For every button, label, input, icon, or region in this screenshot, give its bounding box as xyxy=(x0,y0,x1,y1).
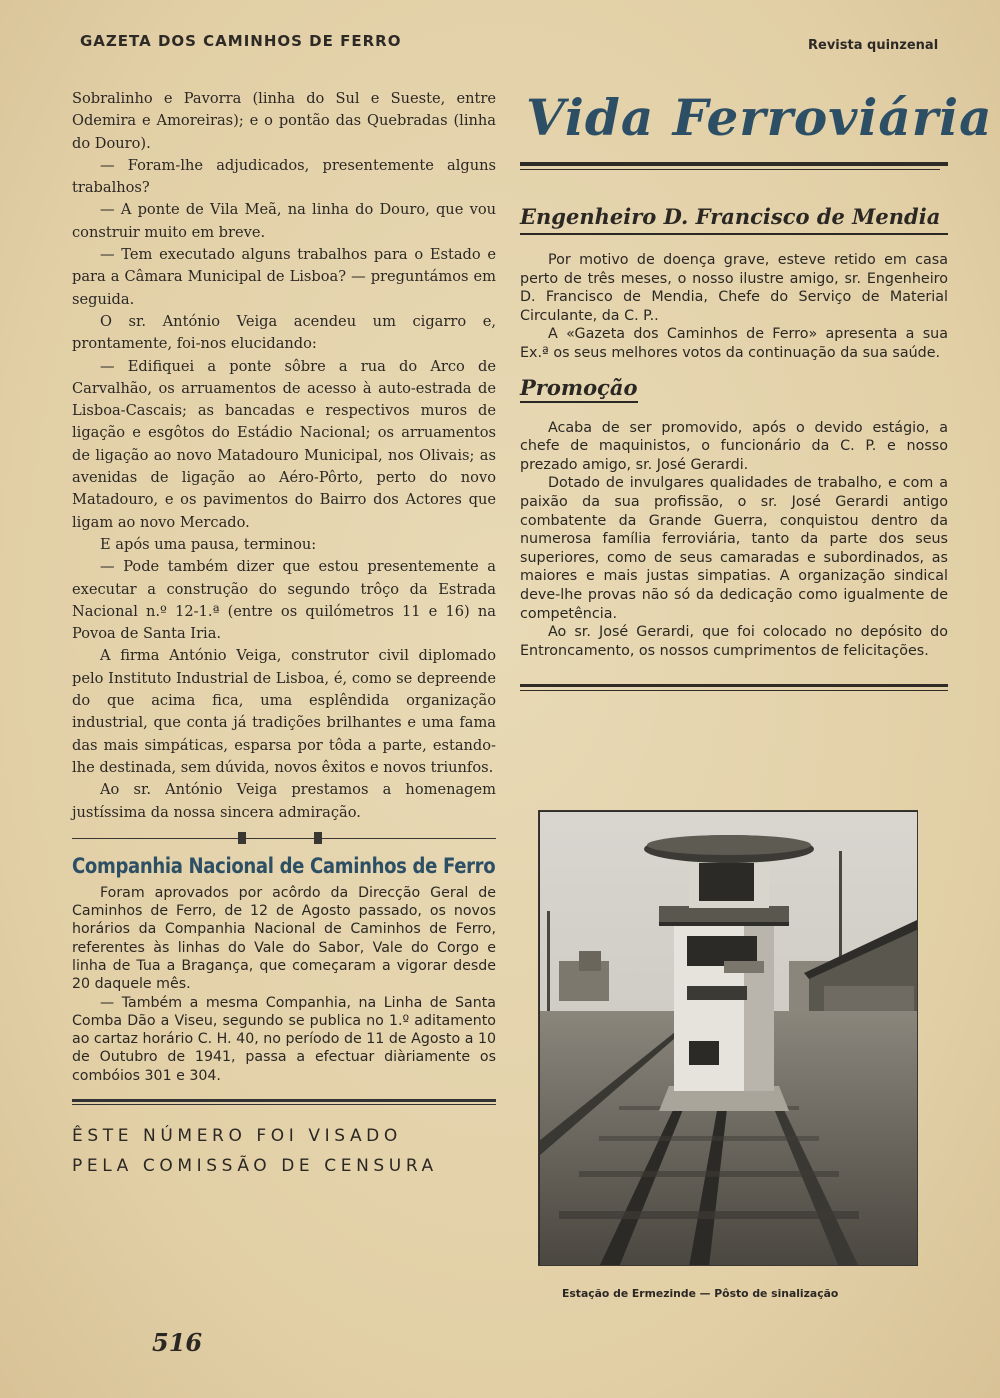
companhia-heading: Companhia Nacional de Caminhos de Ferro xyxy=(72,853,496,878)
companhia-paragraph: Foram aprovados por acôrdo da Direcção Geral de Caminhos de Ferro, de 12 de Agosto passado, os novos horários da Companhia Nacional de Caminhos de Ferro, referentes às linhas do Vale do Sabor, Vale do Corgo e linha de Tua a Bragança, que começaram a vigorar desde 20 daquele mês. xyxy=(72,884,496,993)
promocao-paragraph: Ao sr. José Gerardi, que foi colocado no depósito do Entroncamento, os nossos cumprimentos de felicitações. xyxy=(520,624,948,659)
mendia-article xyxy=(520,251,948,363)
article-paragraph: A firma António Veiga, construtor civil diplomado pelo Instituto Industrial de Lisboa, é, como se depreende do que acima fica, uma esplêndida organização industrial, que conta já tradições brilhantes e uma fama das mais simpáticas, esparsa por tôda a parte, estando-lhe destinada, sem dúvida, novos êxitos e novos triunfos. xyxy=(72,647,496,776)
right-column xyxy=(520,88,993,691)
article-paragraph: — Pode também dizer que estou presentemente a executar a construção do segundo trôço da Estrada Nacional n.º 12-1.ª (entre os quilómetros 11 e 16) na Povoa de Santa Iria. xyxy=(72,558,496,643)
article-paragraph: — A ponte de Vila Meã, na linha do Douro, que vou construir muito em breve. xyxy=(72,201,496,241)
article-paragraph: — Edifiquei a ponte sôbre a rua do Arco de Carvalhão, os arruamentos de acesso à auto-estrada de Lisboa-Cascais; as bancadas e respectivos muros de ligação e esgôtos do Estádio Nacional; os arruamentos de ligação ao novo Matadouro Municipal, nos Olivais; as avenidas de ligação ao Aéro-Pôrto, perto do novo Matadouro, e os pavimentos do Bairro dos Actores que ligam ao novo Mercado. xyxy=(72,357,496,531)
section-title-rule xyxy=(520,162,948,170)
mendia-paragraph: A «Gazeta dos Caminhos de Ferro» apresenta a sua Ex.ª os seus melhores votos da continuação da sua saúde. xyxy=(520,326,948,361)
promocao-heading: Promoção xyxy=(520,375,638,403)
companhia-paragraph: — Também a mesma Companhia, na Linha de Santa Comba Dão a Viseu, segundo se publica no 1.º aditamento ao cartaz horário C. H. 40, no período de 11 de Agosto a 10 de Outubro de 1941, passa a efectuar diàriamente os combóios 301 e 304. xyxy=(72,994,496,1084)
signal-tower-illustration xyxy=(539,811,918,1266)
article-paragraph: E após uma pausa, terminou: xyxy=(100,535,317,553)
censorship-line: ÊSTE NÚMERO FOI VISADO xyxy=(72,1126,402,1147)
article-paragraph: Sobralinho e Pavorra (linha do Sul e Sueste, entre Odemira e Amoreiras); e o pontão das Quebradas (linha do Douro). xyxy=(72,90,496,152)
article-paragraph: — Foram-lhe adjudicados, presentemente alguns trabalhos? xyxy=(72,156,496,197)
running-header-subtitle: Revista quinzenal xyxy=(808,38,939,53)
photo-caption: Estação de Ermezinde — Pôsto de sinalização xyxy=(562,1287,839,1300)
promocao-paragraph: Acaba de ser promovido, após o devido estágio, a chefe de maquinistos, o funcionário da C. P. e nosso prezado amigo, sr. José Gerardi. xyxy=(520,419,948,473)
running-header-title: GAZETA DOS CAMINHOS DE FERRO xyxy=(80,32,402,50)
censorship-line: PELA COMISSÃO DE CENSURA xyxy=(72,1156,438,1177)
photo-rule xyxy=(520,684,948,691)
left-column xyxy=(72,88,496,1181)
section-title: Vida Ferroviária xyxy=(526,88,993,147)
divider-ornament xyxy=(314,832,322,844)
article-paragraph: O sr. António Veiga acendeu um cigarro e, prontamente, foi-nos elucidando: xyxy=(72,312,496,353)
article-paragraph: — Tem executado alguns trabalhos para o Estado e para a Câmara Municipal de Lisboa? — preguntámos em seguida. xyxy=(72,246,496,308)
companhia-article xyxy=(72,884,496,1085)
mendia-paragraph: Por motivo de doença grave, esteve retido em casa perto de três meses, o nosso ilustre amigo, sr. Engenheiro D. Francisco de Mendia, Chefe do Serviço de Material Circulante, da C. P.. xyxy=(520,252,948,324)
article-paragraph: Ao sr. António Veiga prestamos a homenagem justíssima da nossa sincera admiração. xyxy=(72,781,496,821)
divider-line xyxy=(72,838,496,839)
promocao-paragraph: Dotado de invulgares qualidades de trabalho, e com a paixão da sua profissão, o sr. José Gerardi antigo combatente da Grande Guerra, conquistou dentro da numerosa família ferroviária, tanto da parte dos seus superiores, como de seus camaradas e subordinados, as maiores e mais justas simpatias. A organização sindical deve-lhe provas não só da dedicação como igualmente de competência. xyxy=(520,475,948,622)
censorship-notice xyxy=(72,1121,496,1181)
page-number: 516 xyxy=(152,1328,203,1357)
mendia-heading: Engenheiro D. Francisco de Mendia xyxy=(520,204,941,229)
interview-article xyxy=(72,88,496,824)
promocao-article xyxy=(520,419,948,661)
ornamental-divider xyxy=(72,832,496,846)
divider-ornament xyxy=(238,832,246,844)
signal-tower-photo xyxy=(538,810,918,1266)
mendia-heading-rule xyxy=(520,233,948,235)
double-rule xyxy=(72,1099,496,1105)
